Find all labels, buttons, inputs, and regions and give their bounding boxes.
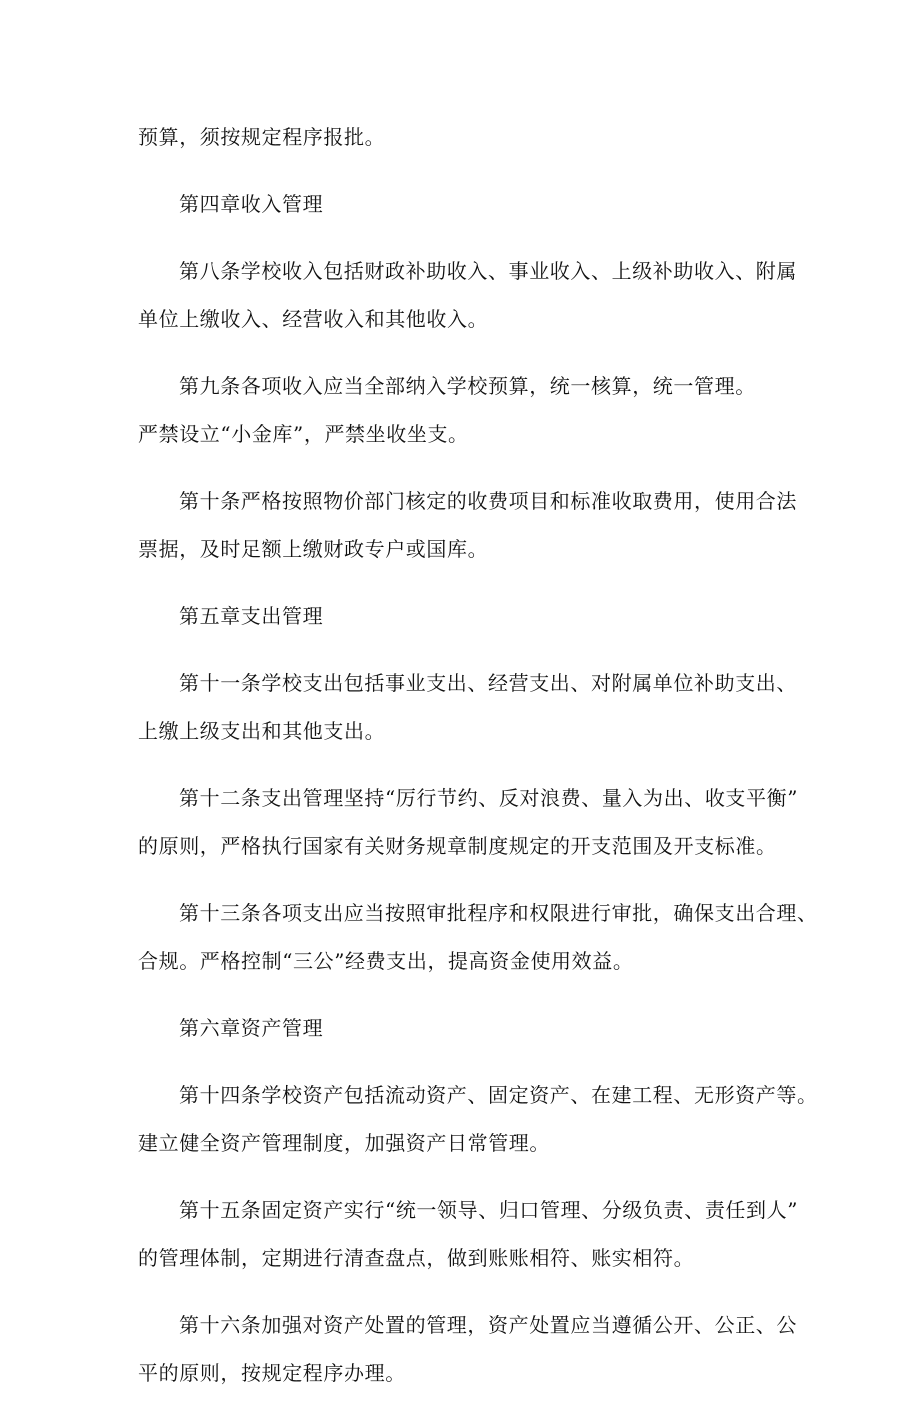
paragraph (138, 659, 798, 755)
paragraph (138, 774, 798, 870)
text-line: 第十六条加强对资产处置的管理，资产处置应当遵循公开、公正、公 (179, 1313, 797, 1337)
text-line: 建立健全资产管理制度，加强资产日常管理。 (138, 1131, 550, 1155)
paragraph (138, 1186, 798, 1282)
text-line: 第十三条各项支出应当按照审批程序和权限进行审批，确保支出合理、 (179, 901, 818, 925)
text-line: 严禁设立“小金库”，严禁坐收坐支。 (138, 422, 469, 446)
text-line: 第四章收入管理 (179, 192, 324, 216)
text-line: 第十五条固定资产实行“统一领导、归口管理、分级负责、责任到人” (179, 1198, 799, 1222)
text-line: 第九条各项收入应当全部纳入学校预算，统一核算，统一管理。 (179, 374, 756, 398)
text-line: 的管理体制，定期进行清查盘点，做到账账相符、账实相符。 (138, 1246, 695, 1270)
text-line: 单位上缴收入、经营收入和其他收入。 (138, 307, 489, 331)
text-line: 第六章资产管理 (179, 1016, 324, 1040)
text-line: 平的原则，按规定程序办理。 (138, 1361, 406, 1385)
text-line: 合规。严格控制“三公”经费支出，提高资金使用效益。 (138, 949, 634, 973)
paragraph (138, 889, 818, 985)
text-line: 第八条学校收入包括财政补助收入、事业收入、上级补助收入、附属 (179, 259, 797, 283)
text-line: 第十四条学校资产包括流动资产、固定资产、在建工程、无形资产等。 (179, 1083, 818, 1107)
text-line: 上缴上级支出和其他支出。 (138, 719, 386, 743)
document-body (138, 113, 818, 1416)
paragraph (138, 247, 798, 343)
text-line: 第十一条学校支出包括事业支出、经营支出、对附属单位补助支出、 (179, 671, 797, 695)
chapter-heading (138, 592, 798, 640)
chapter-heading (138, 1004, 798, 1052)
text-line: 票据，及时足额上缴财政专户或国库。 (138, 537, 489, 561)
text-line: 预算，须按规定程序报批。 (138, 125, 386, 149)
text-line: 第十二条支出管理坚持“厉行节约、反对浪费、量入为出、收支平衡” (179, 786, 799, 810)
text-line: 第五章支出管理 (179, 604, 324, 628)
paragraph (138, 1071, 818, 1167)
paragraph (138, 477, 798, 573)
chapter-heading (138, 180, 798, 228)
text-line: 第十条严格按照物价部门核定的收费项目和标准收取费用，使用合法 (179, 489, 797, 513)
text-line: 的原则，严格执行国家有关财务规章制度规定的开支范围及开支标准。 (138, 834, 777, 858)
paragraph (138, 1301, 798, 1397)
paragraph (138, 113, 798, 161)
paragraph (138, 362, 798, 458)
